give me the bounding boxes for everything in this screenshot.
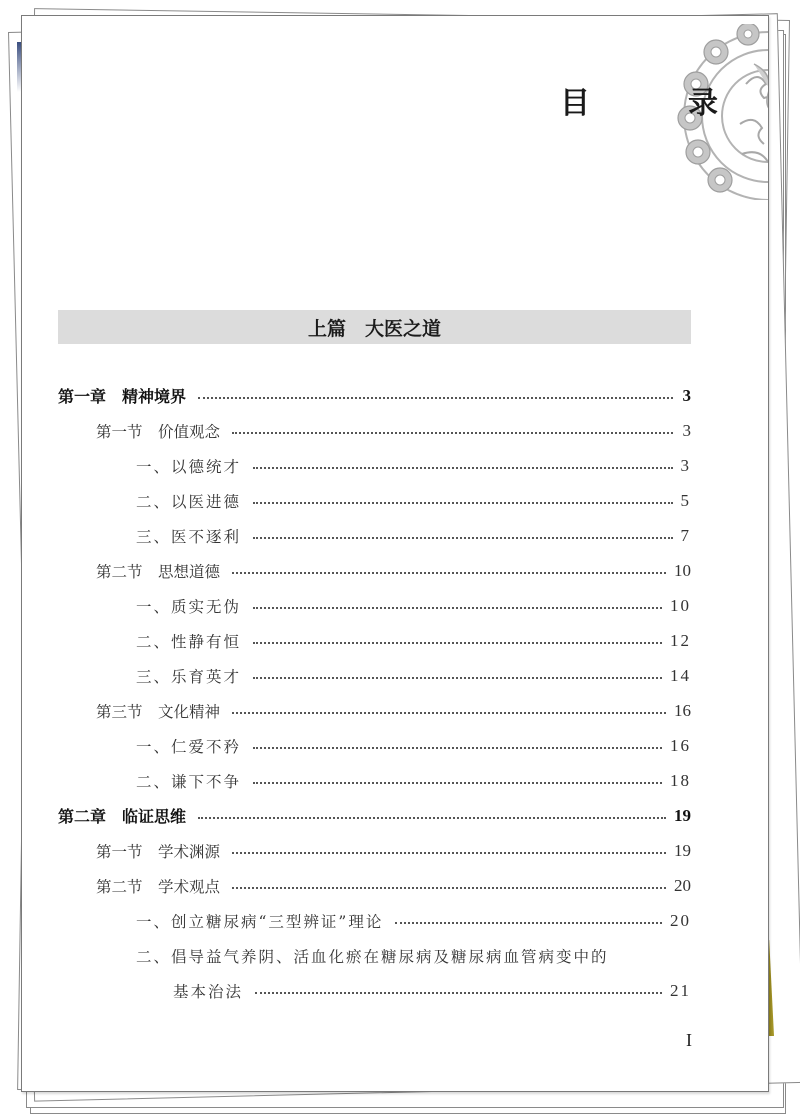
dot-leader <box>253 642 662 644</box>
toc-page-number: 7 <box>680 525 691 545</box>
toc-item-entry[interactable] <box>58 658 691 693</box>
toc-page-number: 10 <box>670 595 691 615</box>
toc-item-continuation[interactable] <box>58 973 691 1008</box>
toc-page-number: 14 <box>670 665 691 685</box>
toc-item-entry[interactable] <box>58 763 691 798</box>
dot-leader <box>253 607 662 609</box>
dot-leader <box>232 432 673 434</box>
toc-entry-label: 一、仁爱不矜 <box>136 737 242 756</box>
toc-entry-label: 第一章 精神境界 <box>58 387 187 406</box>
page-folio: I <box>686 1030 692 1050</box>
toc-item-entry[interactable] <box>58 938 691 973</box>
dot-leader <box>395 922 662 924</box>
toc-item-entry[interactable] <box>58 588 691 623</box>
toc-entry-label: 三、医不逐利 <box>136 527 242 546</box>
toc-entry-label: 二、以医进德 <box>136 492 242 511</box>
dot-leader <box>255 992 662 994</box>
part-banner-title: 上篇 大医之道 <box>307 317 441 340</box>
toc-page-number: 20 <box>674 875 691 895</box>
toc-entry-label: 一、创立糖尿病“三型辨证”理论 <box>136 912 384 931</box>
toc-item-entry[interactable] <box>58 623 691 658</box>
dot-leader <box>232 572 666 574</box>
toc-section-entry[interactable] <box>58 413 691 448</box>
toc-entry-label: 第二节 学术观点 <box>96 877 221 896</box>
toc-page-number: 3 <box>682 420 691 440</box>
toc-chapter-entry[interactable] <box>58 378 691 413</box>
toc-entry-label: 一、以德统才 <box>136 457 242 476</box>
toc-page-number: 5 <box>680 490 691 510</box>
toc-page-number: 19 <box>674 840 691 860</box>
toc-section-entry[interactable] <box>58 833 691 868</box>
toc-page-number: 19 <box>674 805 691 825</box>
toc-page <box>21 15 769 1092</box>
dot-leader <box>253 782 662 784</box>
dot-leader <box>198 817 666 819</box>
toc-entry-label: 一、质实无伪 <box>136 597 242 616</box>
toc-item-entry[interactable] <box>58 728 691 763</box>
toc-entry-label: 基本治法 <box>173 982 244 1001</box>
toc-page-number: 12 <box>670 630 691 650</box>
toc-page-number: 18 <box>670 770 691 790</box>
dot-leader <box>232 852 666 854</box>
toc-page-number: 3 <box>682 385 691 405</box>
toc-item-entry[interactable] <box>58 483 691 518</box>
toc-page-number: 16 <box>674 700 691 720</box>
toc-entry-label: 二、谦下不争 <box>136 772 242 791</box>
toc-item-entry[interactable] <box>58 518 691 553</box>
dot-leader <box>253 467 672 469</box>
dot-leader <box>253 677 662 679</box>
toc-entry-label: 第三节 文化精神 <box>96 702 221 721</box>
page-title: 目 录 <box>560 86 752 121</box>
toc-section-entry[interactable] <box>58 693 691 728</box>
dot-leader <box>253 502 672 504</box>
toc-entry-label: 第一节 学术渊源 <box>96 842 221 861</box>
toc-chapter-entry[interactable] <box>58 798 691 833</box>
table-of-contents <box>58 378 691 1008</box>
toc-entry-label: 第二节 思想道德 <box>96 562 221 581</box>
toc-entry-label: 第一节 价值观念 <box>96 422 221 441</box>
toc-entry-label: 第二章 临证思维 <box>58 807 187 826</box>
toc-page-number: 21 <box>670 980 691 1000</box>
toc-entry-label: 二、性静有恒 <box>136 632 242 651</box>
dot-leader <box>253 747 662 749</box>
toc-page-number: 3 <box>680 455 691 475</box>
toc-entry-label: 二、倡导益气养阴、活血化瘀在糖尿病及糖尿病血管病变中的 <box>136 947 609 966</box>
toc-section-entry[interactable] <box>58 868 691 903</box>
toc-entry-label: 三、乐育英才 <box>136 667 242 686</box>
toc-page-number: 16 <box>670 735 691 755</box>
dot-leader <box>253 537 672 539</box>
dot-leader <box>198 397 673 399</box>
toc-item-entry[interactable] <box>58 903 691 938</box>
toc-page-number: 20 <box>670 910 691 930</box>
toc-item-entry[interactable] <box>58 448 691 483</box>
dot-leader <box>232 887 666 889</box>
toc-page-number: 10 <box>674 560 691 580</box>
part-banner <box>58 310 691 344</box>
dot-leader <box>232 712 666 714</box>
toc-section-entry[interactable] <box>58 553 691 588</box>
